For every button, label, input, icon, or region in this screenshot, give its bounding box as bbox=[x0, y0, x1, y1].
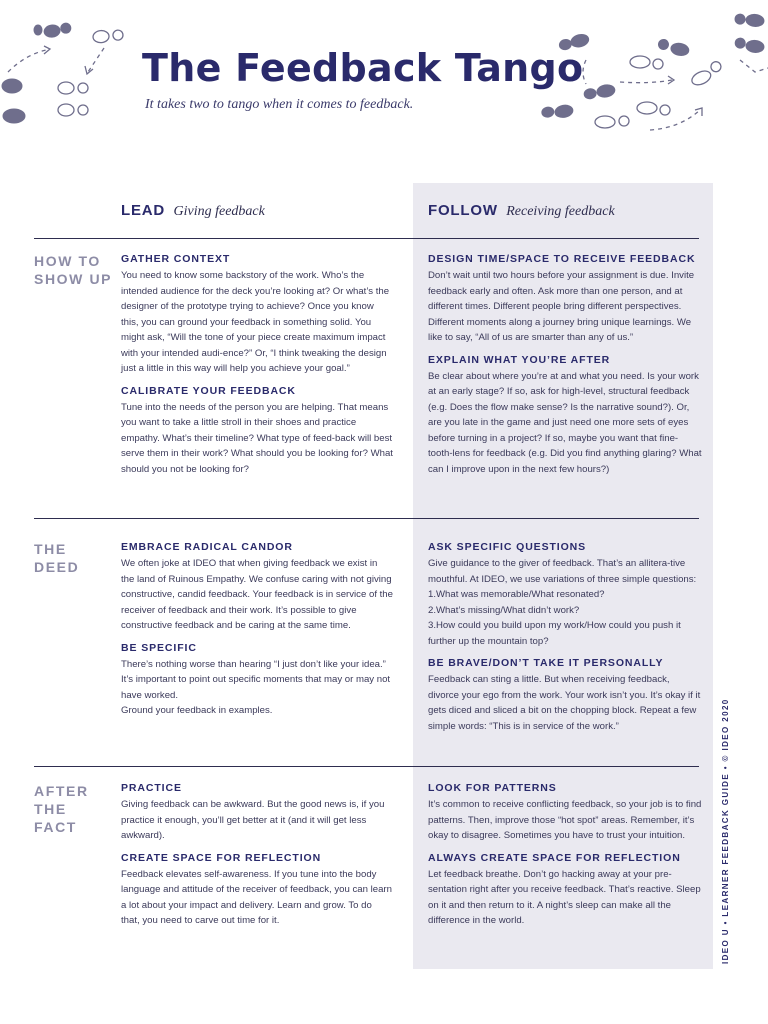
section-heading: EMBRACE RADICAL CANDOR bbox=[121, 541, 293, 553]
page-title: The Feedback Tango bbox=[142, 46, 584, 90]
section bbox=[428, 851, 702, 929]
footer-side-text: IDEO U • LEARNER FEEDBACK GUIDE • © IDEO 2020 bbox=[721, 698, 730, 964]
section-body: We often joke at IDEO that when giving feedback we exist in the land of Ruinous Empathy. We confuse caring with not giving constructive, candid feedback. Your feedback is in service of the receiver of feedback and their work. It’s possible to give constructive feedback and be caring at the same time. bbox=[121, 558, 393, 631]
section-body: Giving feedback can be awkward. But the good news is, if you practice it enough, you’ll get better at it (and it will get less awkward). bbox=[121, 799, 385, 841]
section bbox=[121, 540, 393, 634]
row-divider bbox=[34, 766, 699, 767]
section bbox=[428, 252, 702, 346]
section bbox=[121, 851, 393, 929]
section-heading: CREATE SPACE FOR REFLECTION bbox=[121, 851, 322, 864]
section-body: There’s nothing worse than hearing “I just don’t like your idea.” It’s important to point out specific moments that may or may not have worked. Ground your feedback in examples. bbox=[121, 658, 391, 716]
section-heading: CALIBRATE YOUR FEEDBACK bbox=[121, 384, 296, 397]
follow-cell-the-deed bbox=[428, 540, 702, 741]
section-body: Give guidance to the giver of feedback. That’s an allitera-tive mouthful. At IDEO, we use variations of three simple questions: 1.What was memorable/What resonated? 2.What’s missing/What didn’t work? 3.How could you build upon my work/How could you push it further up the mountain top? bbox=[428, 558, 697, 647]
section-heading: BE BRAVE/DON’T TAKE IT PERSONALLY bbox=[428, 657, 664, 669]
section bbox=[428, 540, 702, 649]
lead-caption: Giving feedback bbox=[173, 204, 265, 219]
follow-cell-after-the-fact bbox=[428, 781, 702, 936]
section-body: Feedback can sting a little. But when receiving feedback, divorce your ego from the work. Your work isn’t you. It’s okay if it gets diced and sliced a bit on the chopping block. Repeat a few simple words: “This is in service of the work.” bbox=[428, 674, 701, 732]
section bbox=[121, 781, 393, 844]
section-body: Don’t wait until two hours before your assignment is due. Invite feedback early and often. Ask more than one person, and at different times. Different people bring different perspectives. Different moments along a journey bring unique learnings. We like to say, “All of us are smarter than any of us.” bbox=[428, 270, 695, 343]
section-heading: PRACTICE bbox=[121, 782, 182, 794]
row-label-the-deed: THE DEED bbox=[34, 541, 80, 575]
row-label-after-the-fact: AFTER THE FACT bbox=[34, 783, 89, 835]
section-body: Tune into the needs of the person you are helping. That means you want to take a little stroll in their shoes and practice empathy. What’s their timeline? What type of feed-back will best serve them in their work? What should you be looking for? What should you not be looking for? bbox=[121, 401, 393, 475]
follow-column-header bbox=[428, 202, 615, 220]
lead-cell-the-deed bbox=[121, 540, 393, 726]
section bbox=[121, 252, 393, 377]
section-heading: ASK SPECIFIC QUESTIONS bbox=[428, 541, 587, 553]
page-subtitle: It takes two to tango when it comes to feedback. bbox=[145, 97, 414, 112]
section-heading: BE SPECIFIC bbox=[121, 641, 197, 654]
section-body: Be clear about where you’re at and what you need. Is your work at an early stage? If so, ask for high-level, structural feedback (e.g. Does the flow make sense? Is the narrative sound?). Or, are you late in the game and just need one more sets of eyes before turning in a project? If so, maybe you want that fine-tooth-lens for feedback (e.g. Did you find anything glaring? What can I improve upon in the next few hours?) bbox=[428, 370, 702, 475]
section-heading: ALWAYS CREATE SPACE FOR REFLECTION bbox=[428, 851, 681, 864]
section-body: Let feedback breathe. Don’t go hacking away at your pre-sentation right after you receive feedback. That’s reactive. Sleep on it and then return to it. A night’s sleep can make all the difference in the world. bbox=[428, 868, 701, 926]
row-label-how-to-show-up: HOW TO SHOW UP bbox=[34, 253, 113, 287]
section-body: You need to know some backstory of the work. Who’s the intended audience for the deck you’re looking at? Or what’s the designer of the prototype trying to achieve? Once you know this, you can ground your feedback in something solid. You might ask, “Will the tone of your piece create maximum impact with your intended audi-ence?” Or, “I think tweaking the design just a little in this way will help you achieve your goal.” bbox=[121, 270, 390, 374]
section-heading: DESIGN TIME/SPACE TO RECEIVE FEEDBACK bbox=[428, 253, 696, 265]
follow-cell-how-to-show-up bbox=[428, 252, 702, 484]
section bbox=[121, 641, 393, 719]
row-divider bbox=[34, 518, 699, 519]
section-heading: LOOK FOR PATTERNS bbox=[428, 782, 557, 794]
section bbox=[428, 353, 702, 478]
section bbox=[428, 781, 702, 844]
section-body: Feedback elevates self-awareness. If you tune into the body language and attitude of the receiver of feedback, you can learn a lot about your impact and delivery. Learn and grow. To do that, you need to carve out time for it. bbox=[121, 868, 392, 926]
row-divider bbox=[34, 238, 699, 239]
section bbox=[121, 384, 393, 478]
footprints-left-icon bbox=[2, 23, 123, 123]
follow-caption: Receiving feedback bbox=[506, 204, 615, 219]
lead-column-header bbox=[121, 202, 265, 220]
section-heading: GATHER CONTEXT bbox=[121, 253, 231, 265]
follow-label: FOLLOW bbox=[428, 202, 498, 219]
section-heading: EXPLAIN WHAT YOU’RE AFTER bbox=[428, 353, 611, 366]
section-body: It’s common to receive conflicting feedback, so your job is to find patterns. Then, improve those “hot spot” areas. Remember, it’s okay to disagree. Sometimes you have to trust your intuition. bbox=[428, 799, 702, 841]
lead-label: LEAD bbox=[121, 202, 166, 219]
section bbox=[428, 656, 702, 734]
lead-cell-how-to-show-up bbox=[121, 252, 393, 484]
lead-cell-after-the-fact bbox=[121, 781, 393, 936]
